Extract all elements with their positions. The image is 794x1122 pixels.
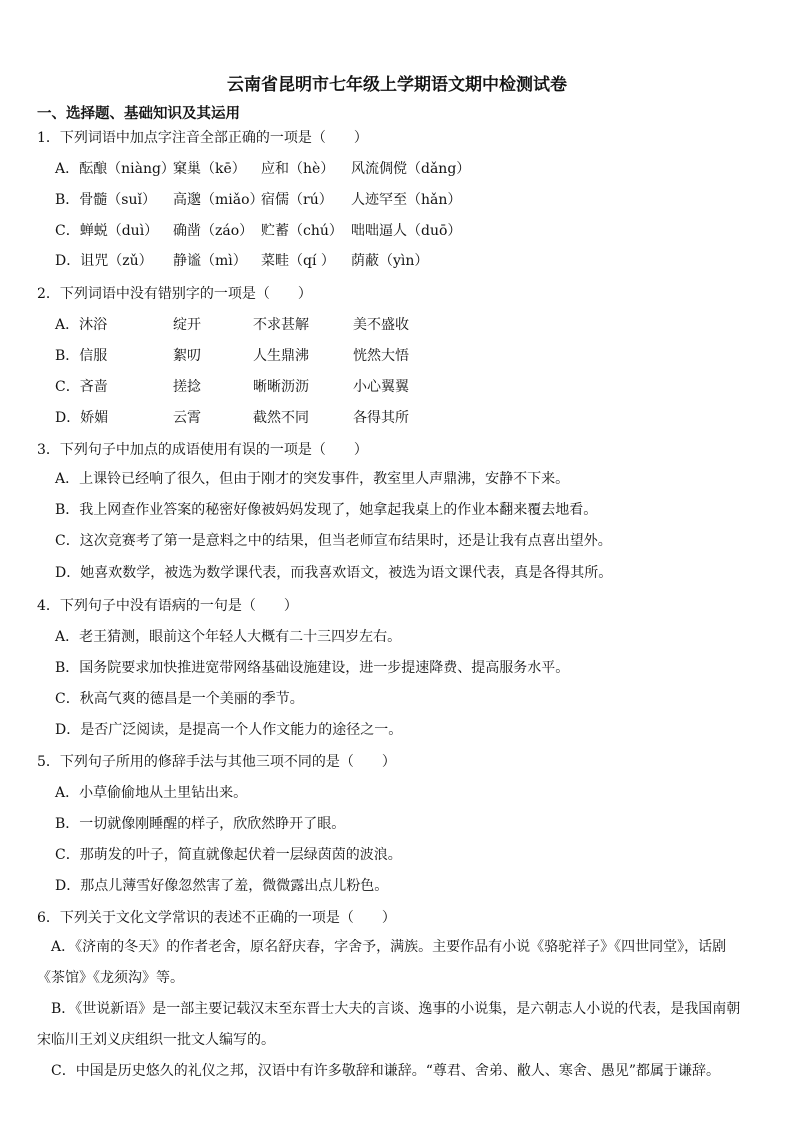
option-word: 贮蓄（chú）	[261, 223, 343, 239]
question-4-option-c: C．秋高气爽的德昌是一个美丽的季节。	[55, 691, 304, 707]
option-word: 云霄	[173, 410, 201, 426]
question-6-option-a: A．《济南的冬天》的作者老舍，原名舒庆春，字舍予，满族。主要作品有小说《骆驼祥子》《四世同堂》，话剧《茶馆》《龙须沟》等。	[37, 939, 727, 986]
question-6-option-b: B．《世说新语》是一部主要记载汉末至东晋士大夫的言谈、逸事的小说集，是六朝志人小说的代表，是我国南朝宋临川王刘义庆组织一批文人编写的。	[37, 1001, 741, 1048]
option-word: C．吝啬	[55, 379, 108, 395]
question-1-option-a	[55, 159, 470, 179]
question-1-option-b	[55, 190, 461, 210]
option-word: 各得其所	[353, 410, 409, 426]
question-2-option-c	[55, 377, 409, 397]
option-word: 搓捻	[173, 379, 201, 395]
option-word: D．娇媚	[55, 410, 109, 426]
question-4-option-d: D．是否广泛阅读，是提高一个人作文能力的途径之一。	[55, 722, 403, 738]
question-1-option-d	[55, 251, 428, 271]
option-word: 确凿（záo）	[173, 223, 254, 239]
option-word: 絮叨	[173, 348, 201, 364]
option-word: A．酝酿（niàng）	[55, 161, 175, 177]
option-word: 美不盛收	[353, 317, 409, 333]
question-3-option-c: C．这次竞赛考了第一是意料之中的结果，但当老师宣布结果时，还是让我有点喜出望外。	[55, 533, 612, 549]
question-5-option-b: B．一切就像刚睡醒的样子，欣欣然睁开了眼。	[55, 816, 346, 832]
option-word: 宿儒（rú）	[261, 192, 333, 208]
option-word: B．信服	[55, 348, 108, 364]
option-word: 人迹罕至（hǎn）	[351, 192, 462, 208]
section-heading: 一、选择题、基础知识及其运用	[37, 106, 240, 122]
question-1-stem: 1．下列词语中加点字注音全部正确的一项是（ ）	[37, 130, 368, 146]
option-word: 人生鼎沸	[253, 348, 309, 364]
option-word: A．沐浴	[55, 317, 108, 333]
option-word: 不求甚解	[253, 317, 309, 333]
option-word: 应和（hè）	[261, 161, 335, 177]
question-3-stem: 3．下列句子中加点的成语使用有误的一项是（ ）	[37, 442, 368, 458]
option-word: 咄咄逼人（duō）	[351, 223, 462, 239]
option-word: 风流倜傥（dǎng）	[351, 161, 471, 177]
page-title: 云南省昆明市七年级上学期语文期中检测试卷	[227, 75, 567, 95]
question-2-stem: 2．下列词语中没有错别字的一项是（ ）	[37, 286, 312, 302]
question-3-option-b: B．我上网查作业答案的秘密好像被妈妈发现了，她拿起我桌上的作业本翻来覆去地看。	[55, 502, 598, 518]
question-4-stem: 4．下列句子中没有语病的一句是（ ）	[37, 598, 298, 614]
question-2-option-d	[55, 408, 409, 428]
question-2-option-a	[55, 315, 409, 335]
question-5-option-d: D．那点儿薄雪好像忽然害了羞，微微露出点儿粉色。	[55, 878, 389, 894]
question-6-option-c: C．中国是历史悠久的礼仪之邦，汉语中有许多敬辞和谦辞。“尊君、舍弟、敝人、寒舍、愚见”都属于谦辞。	[37, 1063, 721, 1079]
option-word: 荫蔽（yìn）	[351, 253, 429, 269]
option-word: B．骨髓（suǐ）	[55, 192, 156, 208]
question-1-option-c	[55, 221, 461, 241]
option-word: 静谧（mì）	[173, 253, 247, 269]
option-word: 晰晰沥沥	[253, 379, 309, 395]
option-word: D．诅咒（zǔ）	[55, 253, 153, 269]
question-5-option-c: C．那萌发的叶子，简直就像起伏着一层绿茵茵的波浪。	[55, 847, 402, 863]
option-word: 小心翼翼	[353, 379, 409, 395]
question-6-stem: 6．下列关于文化文学常识的表述不正确的一项是（ ）	[37, 910, 396, 926]
question-4-option-a: A．老王猜测，眼前这个年轻人大概有二十三四岁左右。	[55, 629, 402, 645]
option-word: 菜畦（qí ）	[261, 253, 335, 269]
option-word: 绽开	[173, 317, 201, 333]
question-2-option-b	[55, 346, 409, 366]
option-word: C．蝉蜕（duì）	[55, 223, 159, 239]
question-5-stem: 5．下列句子所用的修辞手法与其他三项不同的是（ ）	[37, 754, 396, 770]
option-word: 恍然大悟	[353, 348, 409, 364]
question-4-option-b: B．国务院要求加快推进宽带网络基础设施建设，进一步提速降费、提高服务水平。	[55, 660, 570, 676]
option-word: 截然不同	[253, 410, 309, 426]
option-word: 高邈（miǎo）	[173, 192, 264, 208]
option-word: 窠巢（kē）	[173, 161, 246, 177]
question-3-option-d: D．她喜欢数学，被选为数学课代表，而我喜欢语文，被选为语文课代表，真是各得其所。	[55, 565, 613, 581]
question-3-option-a: A．上课铃已经响了很久，但由于刚才的突发事件，教室里人声鼎沸，安静不下来。	[55, 471, 570, 487]
question-5-option-a: A．小草偷偷地从土里钻出来。	[55, 785, 248, 801]
